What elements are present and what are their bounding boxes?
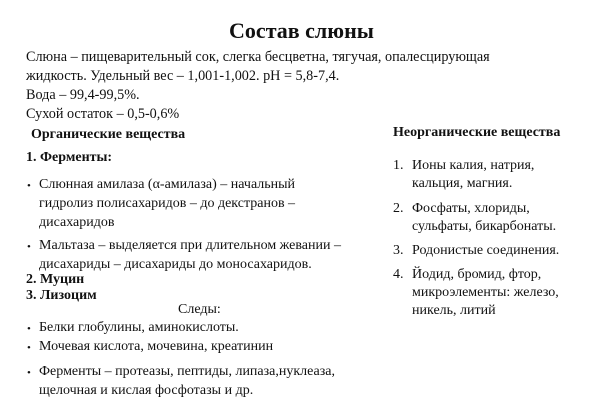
inorganic-item-4-line-1: Йодид, бромид, фтор, [412, 267, 542, 282]
intro-line-3: Вода – 99,4-99,5%. [26, 87, 140, 103]
inorganic-item-4-line-2: микроэлементы: железо, [412, 285, 559, 300]
inorganic-num-3: 3. [393, 243, 404, 258]
inorganic-item-4-line-3: никель, литий [412, 303, 496, 318]
inorganic-item-2-line-1: Фосфаты, хлориды, [412, 201, 530, 216]
intro-line-4: Сухой остаток – 0,5-0,6% [26, 106, 180, 122]
inorganic-item-1-line-1: Ионы калия, натрия, [412, 158, 535, 173]
inorganic-heading: Неорганические вещества [393, 125, 561, 140]
enzyme-2-line-1: Мальтаза – выделяется при длительном жевании – [39, 238, 341, 253]
enzyme-1-line-3: дисахаридов [39, 215, 115, 230]
bullet-icon: • [27, 367, 31, 379]
trace-3-line-2: щелочная и кислая фосфотазы и др. [39, 383, 254, 398]
mucin-heading: 2. Муцин [26, 272, 85, 287]
bullet-icon: • [27, 241, 31, 253]
trace-1: Белки глобулины, аминокислоты. [39, 320, 239, 335]
page-title: Состав слюны [229, 18, 374, 43]
trace-3-line-1: Ферменты – протеазы, пептиды, липаза,нуклеаза, [39, 364, 336, 379]
inorganic-item-2-line-2: сульфаты, бикарбонаты. [412, 219, 557, 234]
inorganic-num-1: 1. [393, 158, 404, 173]
trace-2: Мочевая кислота, мочевина, креатинин [39, 339, 274, 354]
bullet-icon: • [27, 342, 31, 354]
intro-line-2: жидкость. Удельный вес – 1,001-1,002. pH = 5,8-7,4. [26, 68, 340, 84]
bullet-icon: • [27, 180, 31, 192]
traces-heading: Следы: [178, 302, 221, 317]
organic-heading: Органические вещества [31, 127, 186, 142]
inorganic-item-1-line-2: кальция, магния. [412, 176, 513, 191]
intro-line-1: Слюна – пищеварительный сок, слегка бесцветна, тягучая, опалесцирующая [26, 49, 490, 65]
inorganic-num-4: 4. [393, 267, 404, 282]
inorganic-num-2: 2. [393, 201, 404, 216]
lysozyme-heading: 3. Лизоцим [26, 288, 97, 303]
bullet-icon: • [27, 323, 31, 335]
enzyme-1-line-2: гидролиз полисахаридов – до декстранов – [39, 196, 296, 211]
inorganic-item-3-line-1: Родонистые соединения. [412, 243, 560, 258]
enzyme-1-line-1: Слюнная амилаза (α-амилаза) – начальный [39, 177, 296, 192]
enzymes-heading: 1. Ферменты: [26, 150, 113, 165]
enzyme-2-line-2: дисахариды – дисахариды до моносахаридов. [39, 257, 312, 272]
